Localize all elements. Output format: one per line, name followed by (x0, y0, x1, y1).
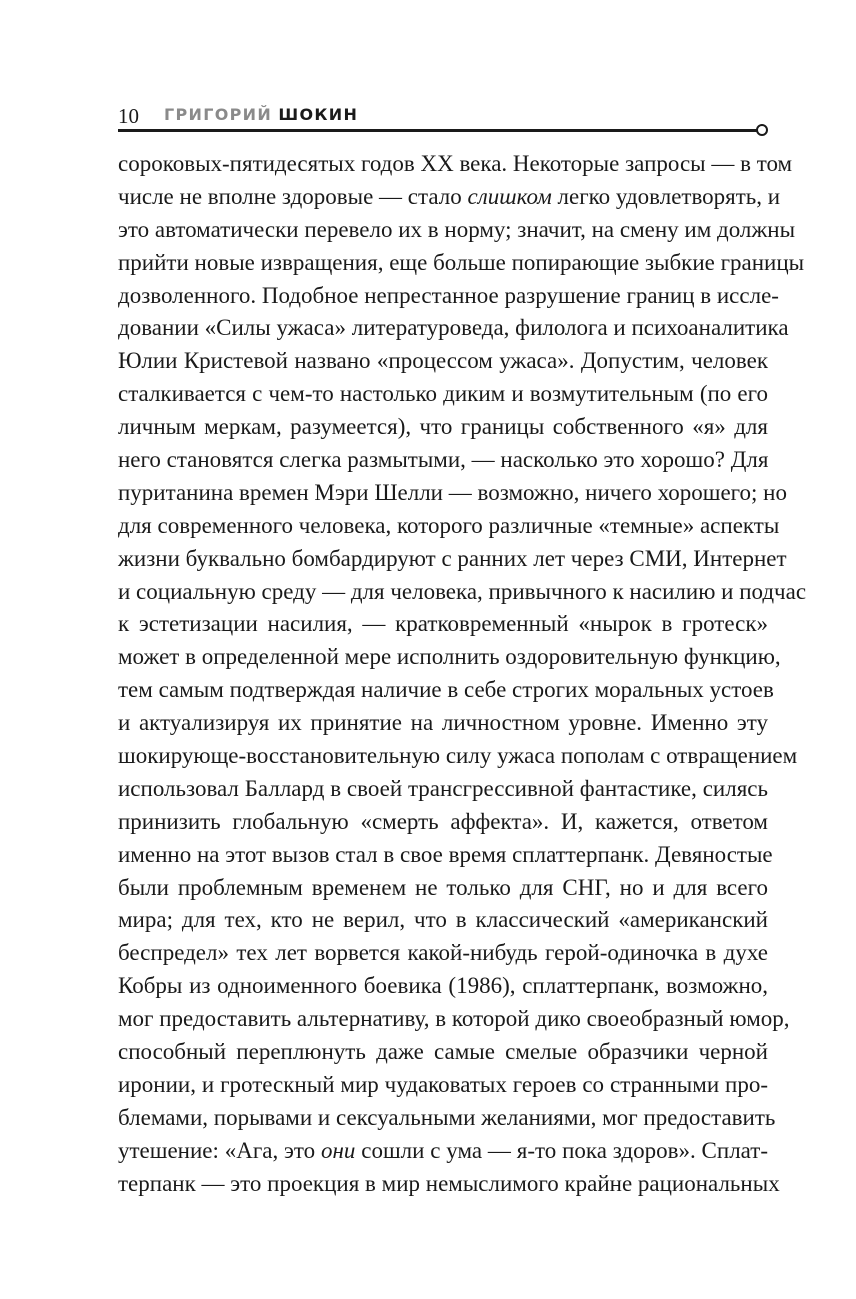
body-text (118, 148, 807, 1201)
text-segment: личным меркам, разумеется), что границы собственного «я» для (118, 414, 768, 440)
text-segment: легко удовлетворять, и (551, 183, 781, 209)
header-rule-circle-ornament (756, 124, 768, 136)
page-number: 10 (118, 104, 139, 128)
text-line (118, 1102, 776, 1135)
text-line (118, 1069, 768, 1102)
text-segment: принизить глобальную «смерть аффекта». И, кажется, ответом (118, 808, 768, 834)
text-segment: и социальную среду — для человека, привычного к насилию и подчас (118, 578, 807, 604)
author-first-name: ГРИГОРИЙ (164, 105, 273, 124)
text-line (118, 970, 768, 1003)
text-segment: пуританина времен Мэри Шелли — возможно, ничего хорошего; но (118, 479, 787, 505)
italic-emphasis: слишком (467, 183, 552, 209)
text-line (118, 1135, 768, 1168)
text-segment: сталкивается с чем-то настолько диким и возмутительным (по его (118, 381, 768, 407)
text-line (118, 312, 789, 345)
text-segment: тем самым подтверждая наличие в себе строгих моральных устоев (118, 677, 774, 703)
text-segment: сороковых-пятидесятых годов XX века. Некоторые запросы — в том (118, 151, 793, 176)
text-segment: утешение: «Ага, это (118, 1137, 321, 1163)
text-line (118, 608, 768, 641)
text-line (118, 641, 781, 674)
text-segment: Юлии Кристевой названо «процессом ужаса». Допустим, человек (118, 348, 768, 374)
text-line (118, 378, 768, 411)
text-segment: сошли с ума — я-то пока здоров». Сплат- (355, 1137, 768, 1163)
text-segment: для современного человека, которого различные «темные» аспекты (118, 512, 780, 538)
text-line (118, 214, 796, 247)
text-segment: способный переплюнуть даже самые смелые образчики черной (118, 1039, 768, 1065)
text-segment: шокирующе-восстановительную силу ужаса пополам с отвращением (118, 743, 798, 769)
text-line (118, 411, 768, 444)
text-line (118, 937, 768, 970)
text-line (118, 247, 805, 280)
text-segment: Кобры из одноименного боевика (1986), сплаттерпанк, возможно, (118, 973, 768, 999)
text-line (118, 904, 768, 937)
text-line (118, 839, 773, 872)
text-segment: мог предоставить альтернативу, в которой дико своеобразный юмор, (118, 1006, 790, 1032)
text-line (118, 674, 774, 707)
text-line (118, 510, 780, 543)
text-line (118, 148, 793, 181)
text-line (118, 806, 768, 839)
text-line (118, 872, 768, 905)
italic-emphasis: они (321, 1137, 356, 1163)
text-line (118, 576, 807, 609)
text-line (118, 543, 787, 576)
text-line (118, 345, 768, 378)
text-segment: блемами, порывами и сексуальными желаниями, мог предоставить (118, 1104, 776, 1130)
text-segment: терпанк — это проекция в мир немыслимого крайне рациональных (118, 1170, 780, 1196)
text-segment: прийти новые извращения, еще больше попирающие зыбкие границы (118, 249, 805, 275)
text-line (118, 707, 768, 740)
text-segment: мира; для тех, кто не верил, что в классический «американский (118, 907, 768, 933)
running-head-author (164, 105, 358, 125)
text-line (118, 444, 768, 477)
text-segment: числе не вполне здоровые — стало (118, 183, 468, 209)
text-line (118, 1168, 780, 1201)
text-segment: именно на этот вызов стал в свое время сплаттерпанк. Девяностые (118, 841, 773, 867)
text-line (118, 280, 779, 313)
text-segment: к эстетизации насилия, — кратковременный «нырок в гротеск» (118, 611, 768, 637)
text-segment: жизни буквально бомбардируют с ранних лет через СМИ, Интернет (118, 545, 787, 571)
text-line (118, 740, 798, 773)
text-segment: и актуализируя их принятие на личностном уровне. Именно эту (118, 710, 768, 736)
text-segment: дозволенного. Подобное непрестанное разрушение границ в иссле- (118, 282, 779, 308)
author-last-name: ШОКИН (278, 105, 359, 124)
text-segment: были проблемным временем не только для СНГ, но и для всего (118, 874, 768, 900)
header-rule (118, 129, 758, 132)
text-segment: использовал Баллард в своей трансгрессивной фантастике, силясь (118, 775, 768, 801)
text-line (118, 773, 768, 806)
text-line (118, 477, 787, 510)
text-segment: это автоматически перевело их в норму; значит, на смену им должны (118, 216, 796, 242)
text-segment: него становятся слегка размытыми, — насколько это хорошо? Для (118, 447, 769, 473)
text-segment: может в определенной мере исполнить оздоровительную функцию, (118, 644, 781, 670)
text-segment: довании «Силы ужаса» литературоведа, филолога и психоаналитика (118, 315, 789, 341)
text-line (118, 1003, 790, 1036)
text-segment: иронии, и гротескный мир чудаковатых героев со странными про- (118, 1071, 768, 1097)
text-line (118, 1036, 768, 1069)
text-segment: беспредел» тех лет ворвется какой-нибудь герой-одиночка в духе (118, 940, 768, 966)
text-line (118, 181, 781, 214)
